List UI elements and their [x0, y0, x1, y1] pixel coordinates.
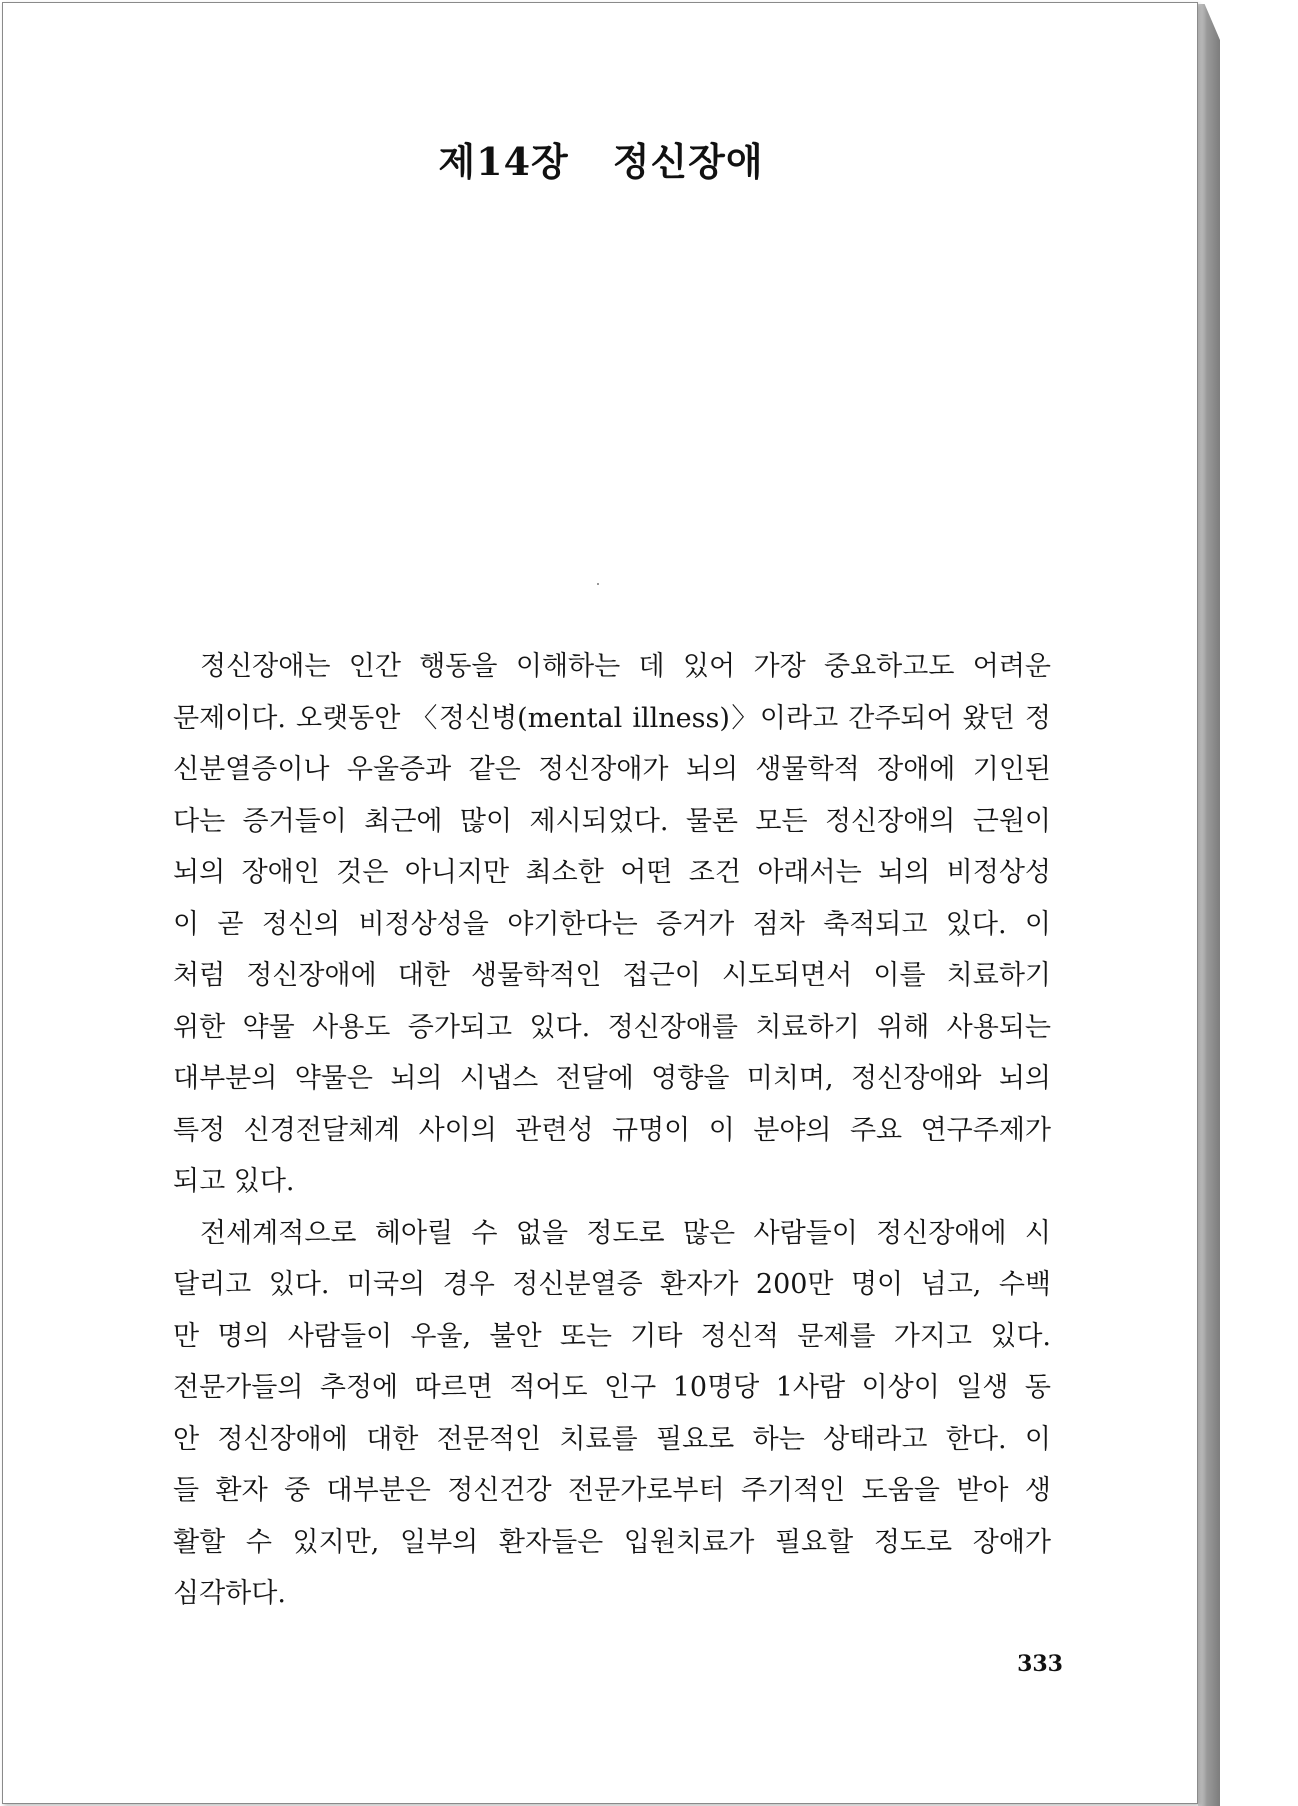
text-line: 정신장애는 인간 행동을 이해하는 데 있어 가장 중요하고도 어려운 [200, 651, 1051, 682]
chapter-title: 정신장애 [612, 139, 764, 184]
text-line: 신분열증이나 우울증과 같은 정신장애가 뇌의 생물학적 장애에 기인된 [173, 754, 1051, 785]
text-line: 되고 있다. [173, 1166, 295, 1197]
book-page [2, 2, 1198, 1804]
text-line: 만 명의 사람들이 우울, 불안 또는 기타 정신적 문제를 가지고 있다. [173, 1320, 1051, 1352]
body-text [173, 641, 1051, 1620]
text-line: 안 정신장애에 대한 전문적인 치료를 필요로 하는 상태라고 한다. 이 [173, 1423, 1051, 1455]
chapter-heading [3, 131, 1199, 186]
text-line: 전세계적으로 헤아릴 수 없을 정도로 많은 사람들이 정신장애에 시 [200, 1217, 1051, 1249]
text-line: 활할 수 있지만, 일부의 환자들은 입원치료가 필요할 정도로 장애가 [173, 1526, 1051, 1558]
paragraph-2 [173, 1208, 1051, 1620]
chapter-number: 제14장 [438, 139, 569, 184]
text-line: 처럼 정신장애에 대한 생물학적인 접근이 시도되면서 이를 치료하기 [173, 960, 1051, 991]
text-line: 뇌의 장애인 것은 아니지만 최소한 어떤 조건 아래서는 뇌의 비정상성 [173, 857, 1051, 888]
page-number: 333 [1017, 1651, 1063, 1677]
text-line: 특정 신경전달체계 사이의 관련성 규명이 이 분야의 주요 연구주제가 [173, 1114, 1051, 1146]
scan-speck [597, 583, 599, 585]
text-line: 문제이다. 오랫동안 〈정신병(mental illness)〉이라고 간주되어 왔던 정 [173, 702, 1051, 734]
text-line: 다는 증거들이 최근에 많이 제시되었다. 물론 모든 정신장애의 근원이 [173, 805, 1051, 837]
text-line: 이 곧 정신의 비정상성을 야기한다는 증거가 점차 축적되고 있다. 이 [173, 908, 1051, 940]
text-line: 심각하다. [173, 1578, 286, 1609]
text-line: 대부분의 약물은 뇌의 시냅스 전달에 영향을 미치며, 정신장애와 뇌의 [173, 1063, 1051, 1094]
text-line: 달리고 있다. 미국의 경우 정신분열증 환자가 200만 명이 넘고, 수백 [173, 1269, 1051, 1300]
paragraph-1 [173, 641, 1051, 1208]
text-line: 들 환자 중 대부분은 정신건강 전문가로부터 주기적인 도움을 받아 생 [173, 1475, 1051, 1506]
book-page-edge [1198, 4, 1220, 1806]
text-line: 전문가들의 추정에 따르면 적어도 인구 10명당 1사람 이상이 일생 동 [173, 1372, 1051, 1403]
text-line: 위한 약물 사용도 증가되고 있다. 정신장애를 치료하기 위해 사용되는 [173, 1011, 1051, 1043]
